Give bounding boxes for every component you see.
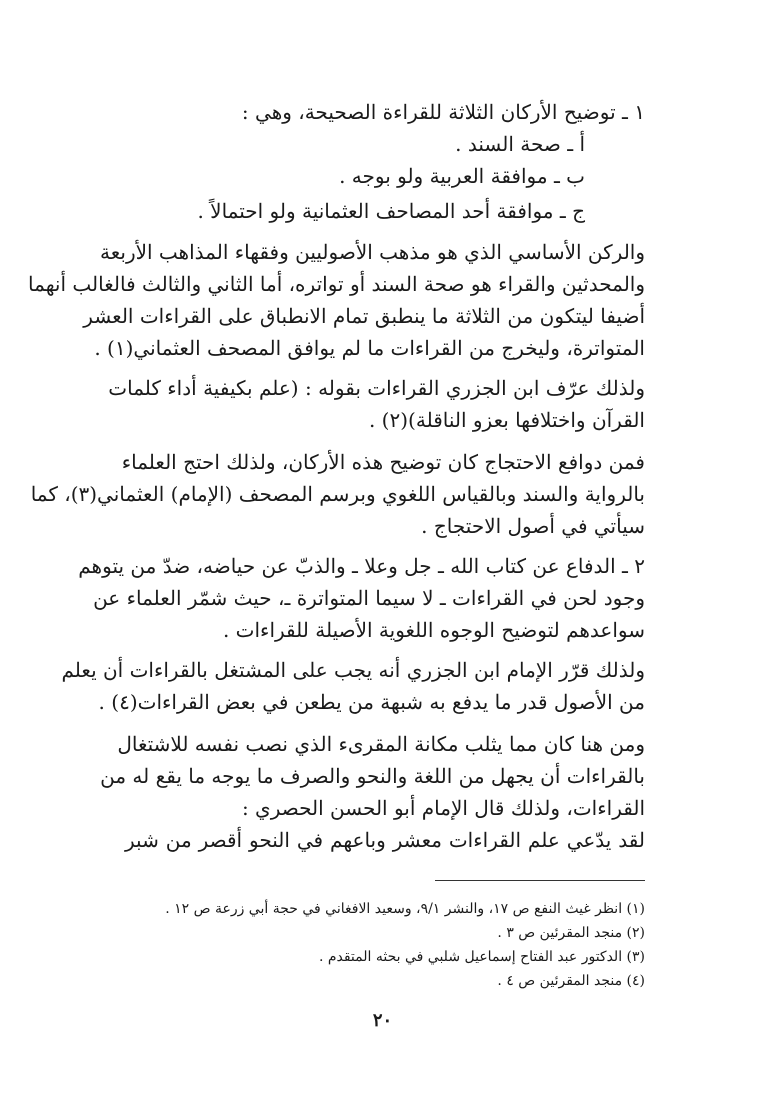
paragraph-line: سواعدهم لتوضيح الوجوه اللغوية الأصيلة للقراءات .: [222, 618, 645, 642]
point-two-line: ٢ ـ الدفاع عن كتاب الله ـ جل وعلا ـ والذبّ عن حياضه، ضدّ من يتوهم: [78, 554, 645, 578]
paragraph-line: القراءات، ولذلك قال الإمام أبو الحسن الحصري :: [241, 796, 645, 820]
paragraph-line: فمن دوافع الاحتجاج كان توضيح هذه الأركان، ولذلك احتج العلماء: [121, 450, 645, 474]
paragraph-line: ولذلك عرّف ابن الجزري القراءات بقوله : (علم بكيفية أداء كلمات: [108, 376, 645, 400]
paragraph-line: بالقراءات أن يجهل من اللغة والنحو والصرف ما يوجه ما يقع له من: [100, 764, 645, 788]
footnote-4: (٤) منجد المقرئين ص ٤ .: [497, 973, 645, 989]
paragraph-line: أضيفا ليتكون من الثلاثة ما ينطبق تمام الانطباق على القراءات العشر: [83, 304, 645, 328]
poetry-verse: لقد يدّعي علم القراءات معشر وباعهم في النحو أقصر من شبر: [125, 828, 645, 852]
footnote-1: (١) انظر غيث النفع ص ١٧، والنشر ٩/١، وسعيد الافغاني في حجة أبي زرعة ص ١٢ .: [165, 901, 645, 917]
list-item-b: ب ـ موافقة العربية ولو بوجه .: [339, 164, 585, 188]
point-one-heading: ١ ـ توضيح الأركان الثلاثة للقراءة الصحيحة، وهي :: [241, 100, 645, 124]
footnote-separator: [435, 880, 645, 881]
paragraph-line: المتواترة، وليخرج من القراءات ما لم يوافق المصحف العثماني(١) .: [94, 336, 645, 360]
footnote-2: (٢) منجد المقرئين ص ٣ .: [497, 925, 645, 941]
list-item-c: ج ـ موافقة أحد المصاحف العثمانية ولو احتمالاً .: [197, 199, 585, 223]
paragraph-line: والركن الأساسي الذي هو مذهب الأصوليين وفقهاء المذاهب الأربعة: [100, 240, 645, 264]
footnote-3: (٣) الدكتور عبد الفتاح إسماعيل شلبي في بحثه المتقدم .: [318, 949, 645, 965]
paragraph-line: القرآن واختلافها بعزو الناقلة)(٢) .: [368, 408, 645, 432]
paragraph-line: بالرواية والسند وبالقياس اللغوي وبرسم المصحف (الإمام) العثماني(٣)، كما: [30, 482, 645, 506]
page-number: ٢٠: [372, 1010, 393, 1031]
list-item-a: أ ـ صحة السند .: [455, 132, 585, 156]
paragraph-line: ومن هنا كان مما يثلب مكانة المقرىء الذي نصب نفسه للاشتغال: [117, 732, 645, 756]
paragraph-line: وجود لحن في القراءات ـ لا سيما المتواترة ـ، حيث شمّر العلماء عن: [93, 586, 645, 610]
paragraph-line: من الأصول قدر ما يدفع به شبهة من يطعن في بعض القراءات(٤) .: [98, 690, 645, 714]
paragraph-line: ولذلك قرّر الإمام ابن الجزري أنه يجب على المشتغل بالقراءات أن يعلم: [61, 658, 645, 682]
paragraph-line: سيأتي في أصول الاحتجاج .: [421, 514, 645, 538]
paragraph-line: والمحدثين والقراء هو صحة السند أو تواتره، أما الثاني والثالث فالغالب أنهما: [28, 272, 645, 296]
